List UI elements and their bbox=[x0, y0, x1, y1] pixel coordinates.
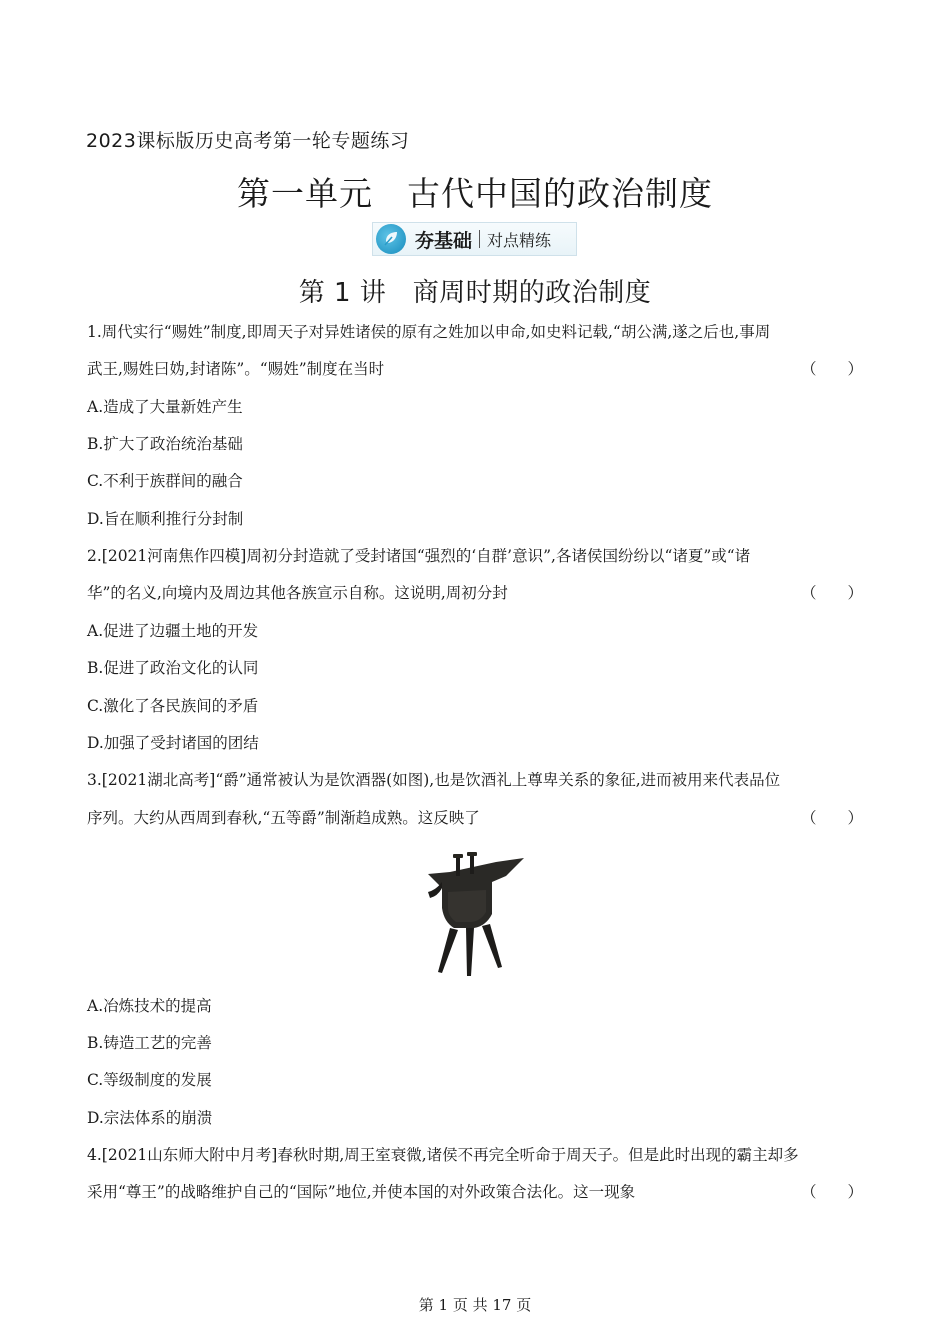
question-3-option-c: C.等级制度的发展 bbox=[87, 1071, 212, 1089]
question-4-stem-line-1: 4.[2021山东师大附中月考]春秋时期,周王室衰微,诸侯不再完全听命于周天子。但是此时出现的霸主却多 bbox=[87, 1146, 799, 1164]
question-2-option-a: A.促进了边疆土地的开发 bbox=[87, 622, 259, 640]
question-2-option-d: D.加强了受封诸国的团结 bbox=[87, 734, 259, 752]
question-2-stem-line-2 bbox=[87, 582, 863, 604]
question-1-answer-blank: （ ） bbox=[800, 360, 863, 378]
banner-sub-label: 对点精练 bbox=[487, 230, 552, 250]
question-4-stem-line-2 bbox=[87, 1181, 863, 1203]
series-title: 2023课标版历史高考第一轮专题练习 bbox=[86, 130, 410, 152]
question-4-answer-blank: （ ） bbox=[800, 1183, 863, 1201]
lecture-title: 第 1 讲 商周时期的政治制度 bbox=[298, 278, 652, 308]
banner-divider bbox=[479, 230, 480, 248]
unit-title: 第一单元 古代中国的政治制度 bbox=[237, 174, 713, 213]
question-3-option-b: B.铸造工艺的完善 bbox=[87, 1034, 212, 1052]
question-1-option-b: B.扩大了政治统治基础 bbox=[87, 435, 243, 453]
question-3-option-d: D.宗法体系的崩溃 bbox=[87, 1109, 213, 1127]
question-1-option-c: C.不利于族群间的融合 bbox=[87, 472, 243, 490]
section-banner bbox=[372, 222, 577, 256]
question-4-stem-text: 采用“尊王”的战略维护自己的“国际”地位,并使本国的对外政策合法化。这一现象 bbox=[87, 1183, 636, 1201]
question-2-option-b: B.促进了政治文化的认同 bbox=[87, 659, 259, 677]
question-3-stem-line-2 bbox=[87, 807, 863, 829]
question-1-stem-line-2 bbox=[87, 358, 863, 380]
question-1-option-d: D.旨在顺利推行分封制 bbox=[87, 510, 244, 528]
question-3-stem-line-1: 3.[2021湖北高考]“爵”通常被认为是饮酒器(如图),也是饮酒礼上尊卑关系的象征,进而被用来代表品位 bbox=[87, 771, 781, 789]
page-number-footer: 第 1 页 共 17 页 bbox=[418, 1296, 532, 1314]
question-1-option-a: A.造成了大量新姓产生 bbox=[87, 398, 243, 416]
question-2-stem-text: 华”的名义,向境内及周边其他各族宣示自称。这说明,周初分封 bbox=[87, 584, 508, 602]
question-2-stem-line-1: 2.[2021河南焦作四模]周初分封造就了受封诸国“强烈的‘自群’意识”,各诸侯国纷纷以“诸夏”或“诸 bbox=[87, 547, 751, 565]
banner-main-label: 夯基础 bbox=[415, 229, 473, 252]
question-1-stem-line-1: 1.周代实行“赐姓”制度,即周天子对异姓诸侯的原有之姓加以申命,如史料记载,“胡公满,遂之后也,事周 bbox=[87, 323, 771, 341]
leaf-check-icon bbox=[376, 224, 406, 254]
question-2-option-c: C.激化了各民族间的矛盾 bbox=[87, 697, 259, 715]
question-3-option-a: A.冶炼技术的提高 bbox=[87, 997, 212, 1015]
question-3-answer-blank: （ ） bbox=[800, 809, 863, 827]
bronze-jue-vessel-image bbox=[420, 852, 526, 978]
question-1-stem-text: 武王,赐姓曰妫,封诸陈”。“赐姓”制度在当时 bbox=[87, 360, 385, 378]
question-3-stem-text: 序列。大约从西周到春秋,“五等爵”制渐趋成熟。这反映了 bbox=[87, 809, 480, 827]
question-2-answer-blank: （ ） bbox=[800, 584, 863, 602]
